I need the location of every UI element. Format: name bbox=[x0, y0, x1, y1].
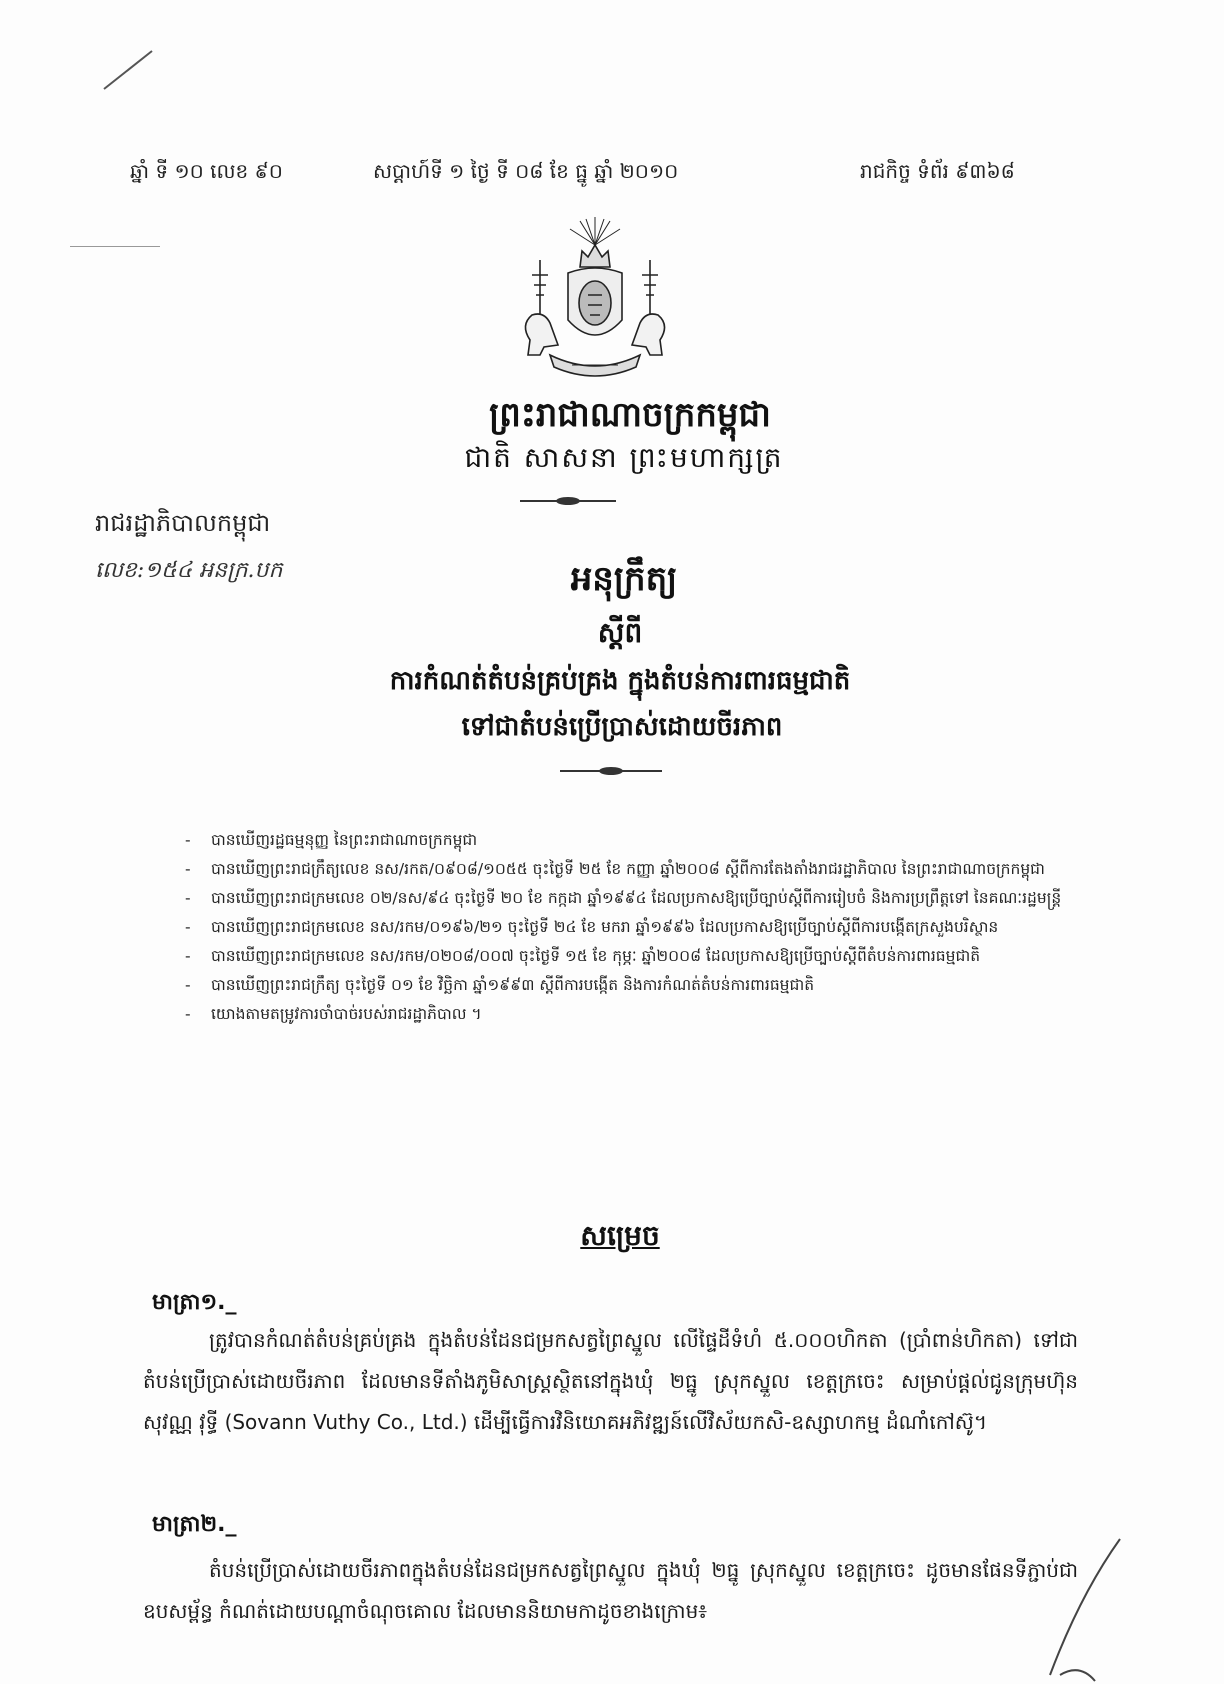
gazette-year-issue: ឆ្នាំ ទី ១០ លេខ ៩០ bbox=[130, 159, 283, 183]
consideration-item: - បានឃើញព្រះរាជក្រមលេខ នស/រកម/០២០៨/០០៧ ចុះថ្ងៃទី ១៥ ខែ កុម្ភៈ ឆ្នាំ២០០៨ ដែលប្រកាសឱ្យប្រើច្បាប់ស្តីពីតំបន់ការពារធម្មជាតិ bbox=[185, 942, 1065, 971]
preamble-considerations-list bbox=[185, 826, 1065, 1029]
consideration-item: - បានឃើញព្រះរាជក្រមលេខ នស/រកម/០១៩៦/២១ ចុះថ្ងៃទី ២៤ ខែ មករា ឆ្នាំ១៩៩៦ ដែលប្រកាសឱ្យប្រើច្បាប់ស្តីពីការបង្កើតក្រសួងបរិស្ថាន bbox=[185, 913, 1065, 942]
consideration-item: - បានឃើញរដ្ឋធម្មនុញ្ញ នៃព្រះរាជាណាចក្រកម្ពុជា bbox=[185, 826, 1065, 855]
scan-dash-mark bbox=[70, 246, 160, 247]
document-subject-label: ស្តីពី bbox=[597, 616, 643, 649]
article-2-body bbox=[143, 1550, 1078, 1632]
decision-heading: សម្រេច bbox=[580, 1219, 660, 1252]
title-separator bbox=[560, 770, 662, 772]
consideration-item: - បានឃើញព្រះរាជក្រមលេខ ០២/នស/៩៤ ចុះថ្ងៃទី ២០ ខែ កក្កដា ឆ្នាំ១៩៩៤ ដែលប្រកាសឱ្យប្រើច្បាប់ស្តីពីការរៀបចំ និងការប្រព្រឹត្តទៅ នៃគណៈរដ្ឋមន្ត្រី bbox=[185, 884, 1065, 913]
gazette-page-number: រាជកិច្ច ទំព័រ ៩៣៦៨ bbox=[860, 159, 1015, 183]
article-1-text: ត្រូវបានកំណត់តំបន់គ្រប់គ្រង ក្នុងតំបន់ដែនជម្រកសត្វព្រៃស្នួល លើផ្ទៃដីទំហំ ៥.០០០ហិកតា (ប្រាំពាន់ហិកតា) ទៅជាតំបន់ប្រើប្រាស់ដោយចីរភាព ដែលមានទីតាំងភូមិសាស្ត្រស្ថិតនៅក្នុងឃុំ ២ធ្នូ ស្រុកស្នួល ខេត្តក្រចេះ សម្រាប់ផ្តល់ជូនក្រុមហ៊ុន សុវណ្ណ វុទ្ធី (Sovann Vuthy Co., Ltd.) ដើម្បីធ្វើការវិនិយោគអភិវឌ្ឍន៍លើវិស័យកសិ-ឧស្សាហកម្ម ដំណាំកៅស៊ូ។ bbox=[143, 1328, 1078, 1434]
consideration-item: - យោងតាមតម្រូវការចាំបាច់របស់រាជរដ្ឋាភិបាល ។ bbox=[185, 1000, 1065, 1029]
article-1-body bbox=[143, 1320, 1078, 1443]
consideration-item: - បានឃើញព្រះរាជក្រឹត្យ ចុះថ្ងៃទី ០១ ខែ វិច្ឆិកា ឆ្នាំ១៩៩៣ ស្តីពីការបង្កើត និងការកំណត់តំបន់ការពារធម្មជាតិ bbox=[185, 971, 1065, 1000]
article-2-title: មាត្រា២._ bbox=[152, 1512, 237, 1537]
consideration-item: - បានឃើញព្រះរាជក្រឹត្យលេខ នស/រកត/០៩០៨/១០៥៥ ចុះថ្ងៃទី ២៥ ខែ កញ្ញា ឆ្នាំ២០០៨ ស្តីពីការតែងតាំងរាជរដ្ឋាភិបាល នៃព្រះរាជាណាចក្រកម្ពុជា bbox=[185, 855, 1065, 884]
pen-stroke-margin-mark bbox=[1020, 1535, 1130, 1684]
document-title-line-2: ទៅជាតំបន់ប្រើប្រាស់ដោយចីរភាព bbox=[461, 712, 783, 742]
kingdom-name: ព្រះរាជាណាចក្រកម្ពុជា bbox=[489, 395, 771, 435]
pen-stroke-mark bbox=[100, 45, 160, 95]
issuing-government: រាជរដ្ឋាភិបាលកម្ពុជា bbox=[95, 509, 271, 537]
national-motto: ជាតិ សាសនា ព្រះមហាក្សត្រ bbox=[464, 441, 784, 474]
gazette-date: សប្តាហ៍ទី ១ ថ្ងៃ ទី ០៨ ខែ ធ្នូ ឆ្នាំ ២០១០ bbox=[373, 159, 679, 183]
motto-separator bbox=[520, 500, 616, 502]
document-title-line-1: ការកំណត់តំបន់គ្រប់គ្រង ក្នុងតំបន់ការពារធម្មជាតិ bbox=[389, 666, 851, 696]
document-type-title: អនុក្រឹត្យ bbox=[570, 559, 678, 599]
article-2-text: តំបន់ប្រើប្រាស់ដោយចីរភាពក្នុងតំបន់ដែនជម្រកសត្វព្រៃស្នួល ក្នុងឃុំ ២ធ្នូ ស្រុកស្នួល ខេត្តក្រចេះ ដូចមានផែនទីភ្ជាប់ជាឧបសម្ព័ន្ធ កំណត់ដោយបណ្តាចំណុចគោល ដែលមាននិយាមកាដូចខាងក្រោម៖ bbox=[143, 1558, 1078, 1623]
article-1-title: មាត្រា១._ bbox=[152, 1290, 237, 1315]
royal-coat-of-arms-emblem bbox=[510, 215, 680, 385]
decree-reference-number: លេខ:១៥៤ អនក្រ.បក bbox=[95, 558, 283, 583]
